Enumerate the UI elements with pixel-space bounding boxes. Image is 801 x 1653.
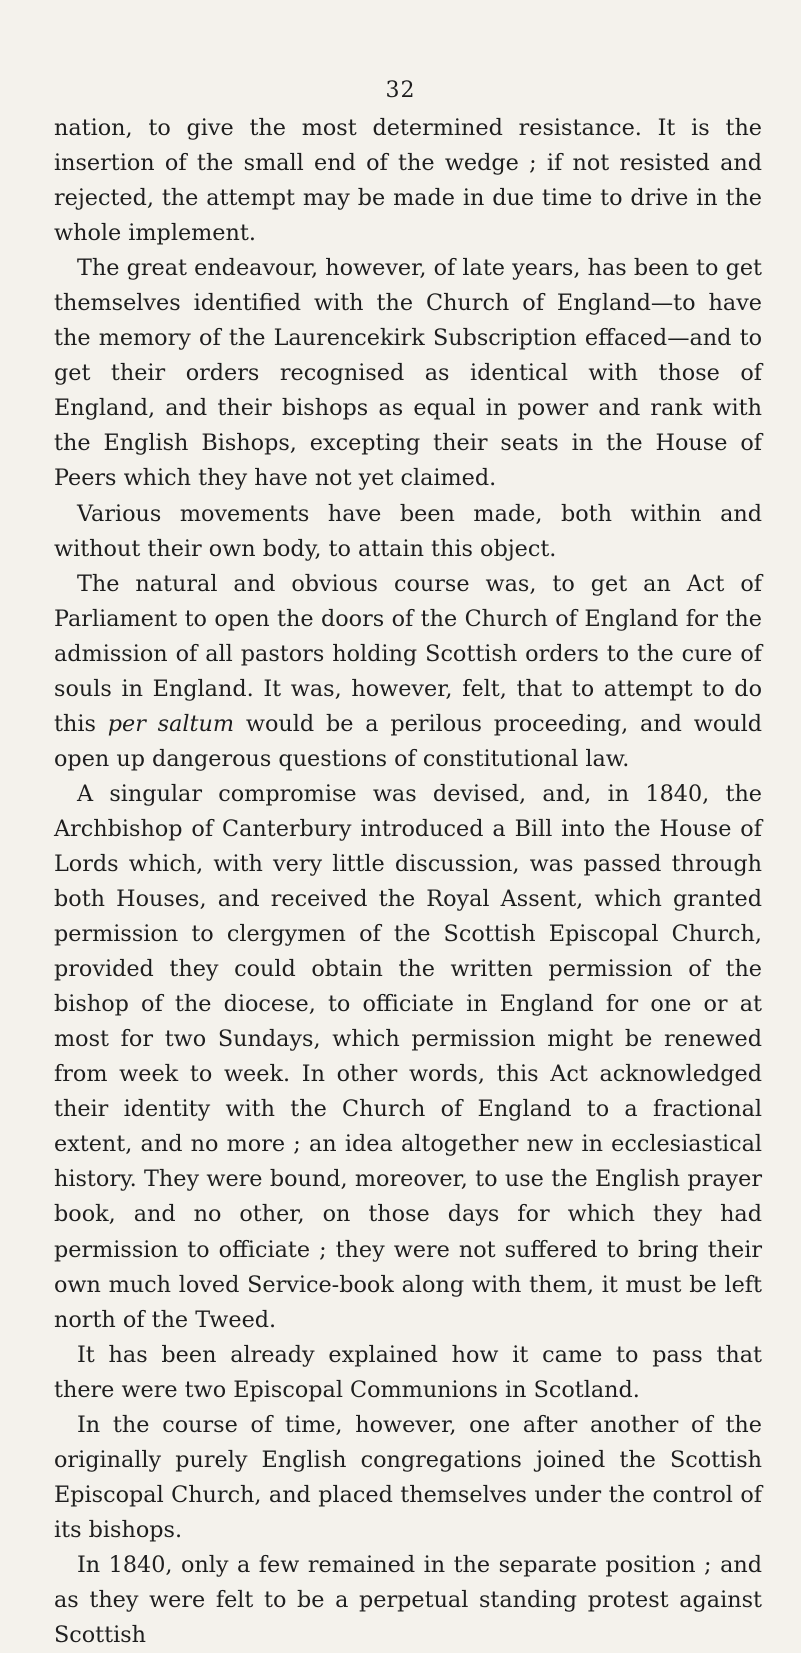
paragraph-8-text: In 1840, only a few remained in the separate position ; and as they were felt to be a perpetual standing protest against Scottish	[54, 1551, 762, 1649]
paragraph-6-text: It has been already explained how it came to pass that there were two Episcopal Communions in Scotland.	[54, 1341, 762, 1403]
paragraph-5	[54, 777, 762, 1338]
paragraph-8	[54, 1548, 762, 1653]
paragraph-6	[54, 1338, 762, 1408]
paragraph-7	[54, 1408, 762, 1548]
paragraph-5-text: A singular compromise was devised, and, in 1840, the Archbishop of Canterbury introduced a Bill into the House of Lords which, with very little discussion, was passed through both Houses, and received the Royal Assent, which granted permission to clergymen of the Scottish Episcopal Church, provided they could obtain the written permission of the bishop of the diocese, to officiate in England for one or at most for two Sundays, which permission might be renewed from week to week. In other words, this Act acknowledged their identity with the Church of England to a fractional extent, and no more ; an idea altogether new in ecclesiastical history. They were bound, moreover, to use the English prayer book, and no other, on those days for which they had permission to officiate ; they were not suffered to bring their own much loved Service-book along with them, it must be left north of the Tweed.	[54, 780, 762, 1333]
page-number: 32	[385, 78, 416, 103]
paragraph-4	[54, 567, 762, 777]
latin-phrase-per-saltum: per saltum	[107, 710, 235, 737]
body-text	[54, 111, 762, 1653]
paragraph-1	[54, 111, 762, 251]
paragraph-2-text: The great endeavour, however, of late years, has been to get themselves identified with the Church of England—to have the memory of the Laurencekirk Subscription effaced—and to get their orders recognised as identical with those of England, and their bishops as equal in power and rank with the English Bishops, excepting their seats in the House of Peers which they have not yet claimed.	[54, 255, 762, 492]
paragraph-4-text-b: would be a perilous proceeding, and would open up dangerous questions of constitutional law.	[54, 710, 763, 772]
paragraph-3	[54, 497, 762, 567]
paragraph-2	[54, 251, 762, 496]
paragraph-4-text-a: The natural and obvious course was, to get an Act of Parliament to open the doors of the Church of England for the admission of all pastors holding Scottish orders to the cure of souls in England. It was, however, felt, that to attempt to do this	[54, 570, 762, 737]
paragraph-1-text: nation, to give the most determined resistance. It is the insertion of the small end of the wedge ; if not resisted and rejected, the attempt may be made in due time to drive in the whole implement.	[54, 115, 762, 247]
paragraph-7-text: In the course of time, however, one after another of the originally purely English congregations joined the Scottish Episcopal Church, and placed themselves under the control of its bishops.	[54, 1411, 762, 1543]
paragraph-3-text: Various movements have been made, both within and without their own body, to attain this object.	[54, 500, 762, 562]
